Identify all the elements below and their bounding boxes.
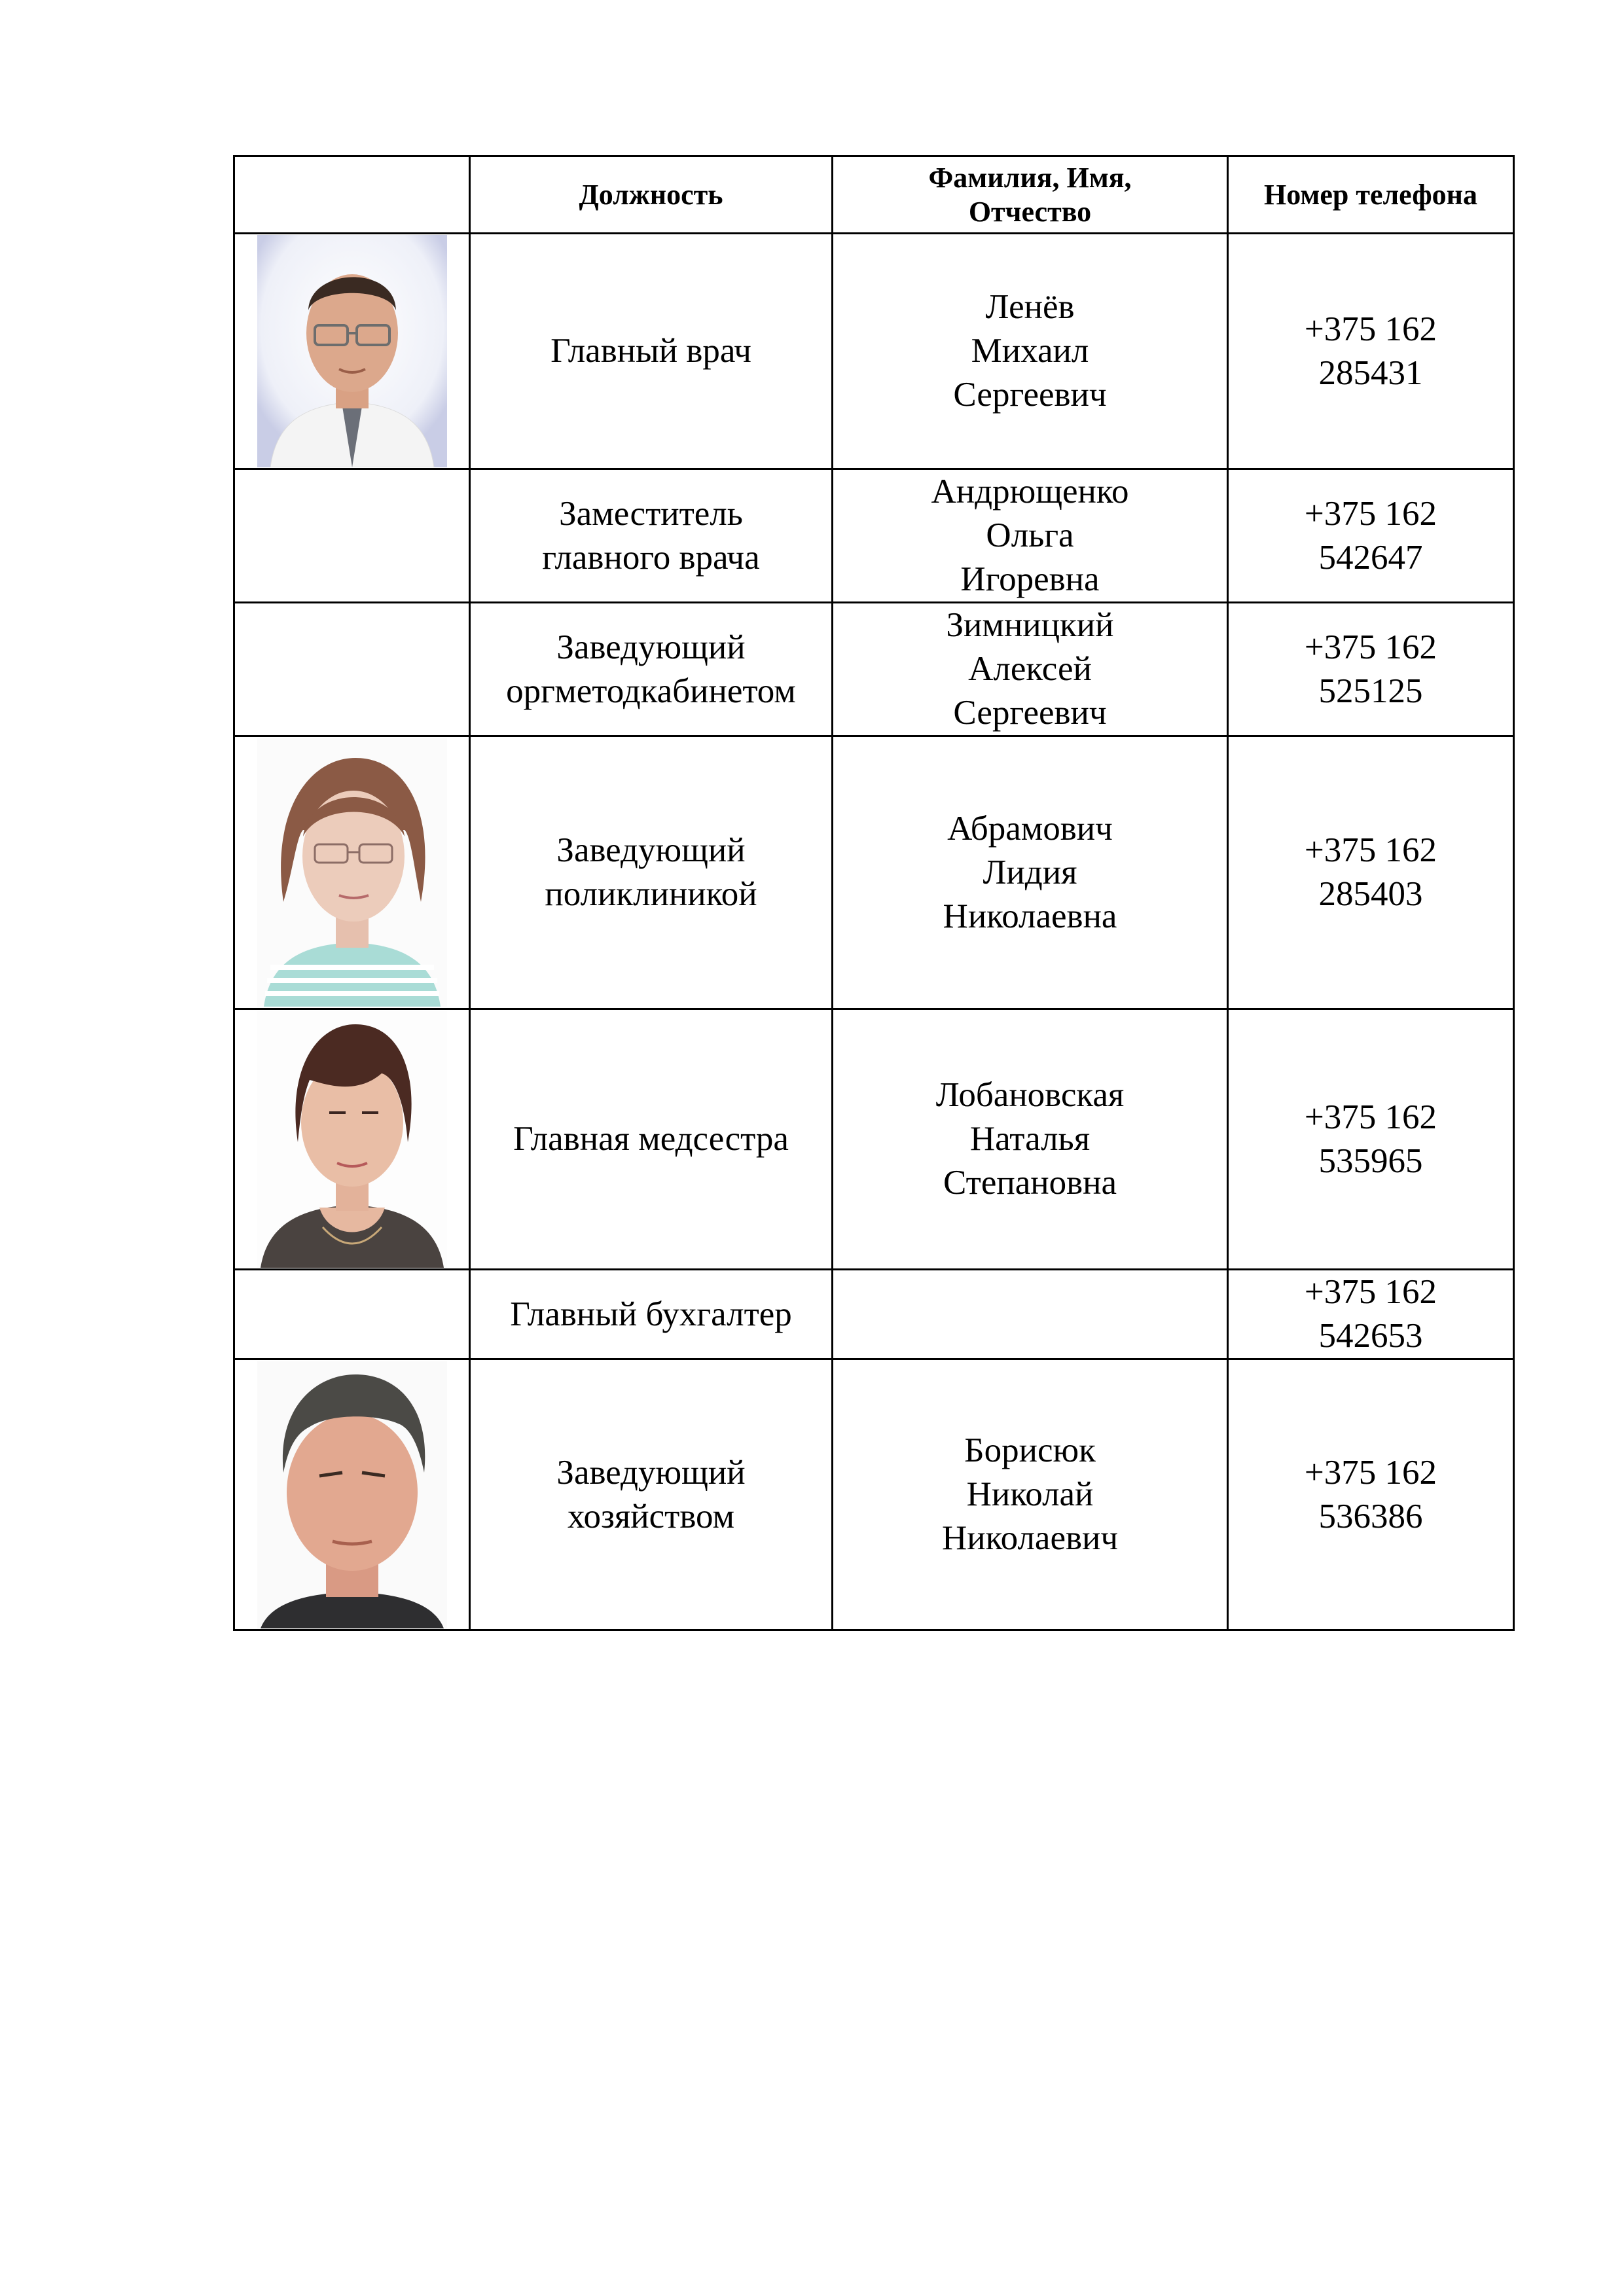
table-row [234,603,1514,736]
name-text: Андрющенко Ольга Игоревна [931,473,1129,598]
name-text: Зимницкий Алексей Сергеевич [946,606,1114,732]
photo-cell [234,1270,470,1359]
name-cell [833,234,1228,469]
phone-text: +375 162 285431 [1304,310,1437,392]
man-with-glasses-photo [257,235,447,467]
phone-cell [1228,603,1514,736]
phone-cell [1228,469,1514,603]
phone-cell [1228,1009,1514,1270]
table-row [234,234,1514,469]
position-text: Главный врач [550,332,751,370]
position-cell [470,469,833,603]
table-row [234,736,1514,1009]
photo-cell [234,234,470,469]
man-photo [257,1361,447,1628]
header-row [234,156,1514,234]
photo-cell [234,736,470,1009]
header-full-name: Фамилия, Имя, Отчество [833,156,1228,234]
name-text: Борисюк Николай Николаевич [941,1431,1119,1557]
position-cell [470,234,833,469]
table-row [234,1270,1514,1359]
name-cell [833,1270,1228,1359]
position-text: Заместитель главного врача [542,494,760,577]
position-cell [470,603,833,736]
position-text: Главная медсестра [513,1120,789,1158]
header-position: Должность [470,156,833,234]
phone-text: +375 162 525125 [1304,628,1437,710]
phone-cell [1228,1359,1514,1630]
header-photo [234,156,470,234]
woman-photo [257,1011,447,1268]
phone-cell [1228,1270,1514,1359]
name-text: Абрамович Лидия Николаевна [943,809,1117,935]
position-cell [470,1359,833,1630]
photo-cell [234,469,470,603]
table-row [234,469,1514,603]
name-text: Ленёв Михаил Сергеевич [953,288,1107,414]
position-cell [470,1009,833,1270]
phone-text: +375 162 542653 [1304,1273,1437,1355]
photo-cell [234,603,470,736]
phone-cell [1228,234,1514,469]
position-text: Заведующий оргметодкабинетом [506,628,796,710]
name-cell [833,1359,1228,1630]
header-phone: Номер телефона [1228,156,1514,234]
name-cell [833,736,1228,1009]
name-text: Лобановская Наталья Степановна [935,1076,1125,1202]
table-row [234,1009,1514,1270]
phone-text: +375 162 536386 [1304,1453,1437,1535]
position-cell [470,736,833,1009]
woman-with-glasses-photo [257,738,447,1007]
phone-text: +375 162 535965 [1304,1098,1437,1180]
table-row [234,1359,1514,1630]
name-cell [833,469,1228,603]
position-cell [470,1270,833,1359]
phone-text: +375 162 542647 [1304,494,1437,577]
staff-table [233,155,1515,1631]
name-cell [833,1009,1228,1270]
phone-cell [1228,736,1514,1009]
position-text: Заведующий поликлиникой [545,831,757,913]
phone-text: +375 162 285403 [1304,831,1437,913]
photo-cell [234,1359,470,1630]
name-cell [833,603,1228,736]
position-text: Заведующий хозяйством [556,1453,746,1535]
photo-cell [234,1009,470,1270]
position-text: Главный бухгалтер [510,1295,792,1333]
